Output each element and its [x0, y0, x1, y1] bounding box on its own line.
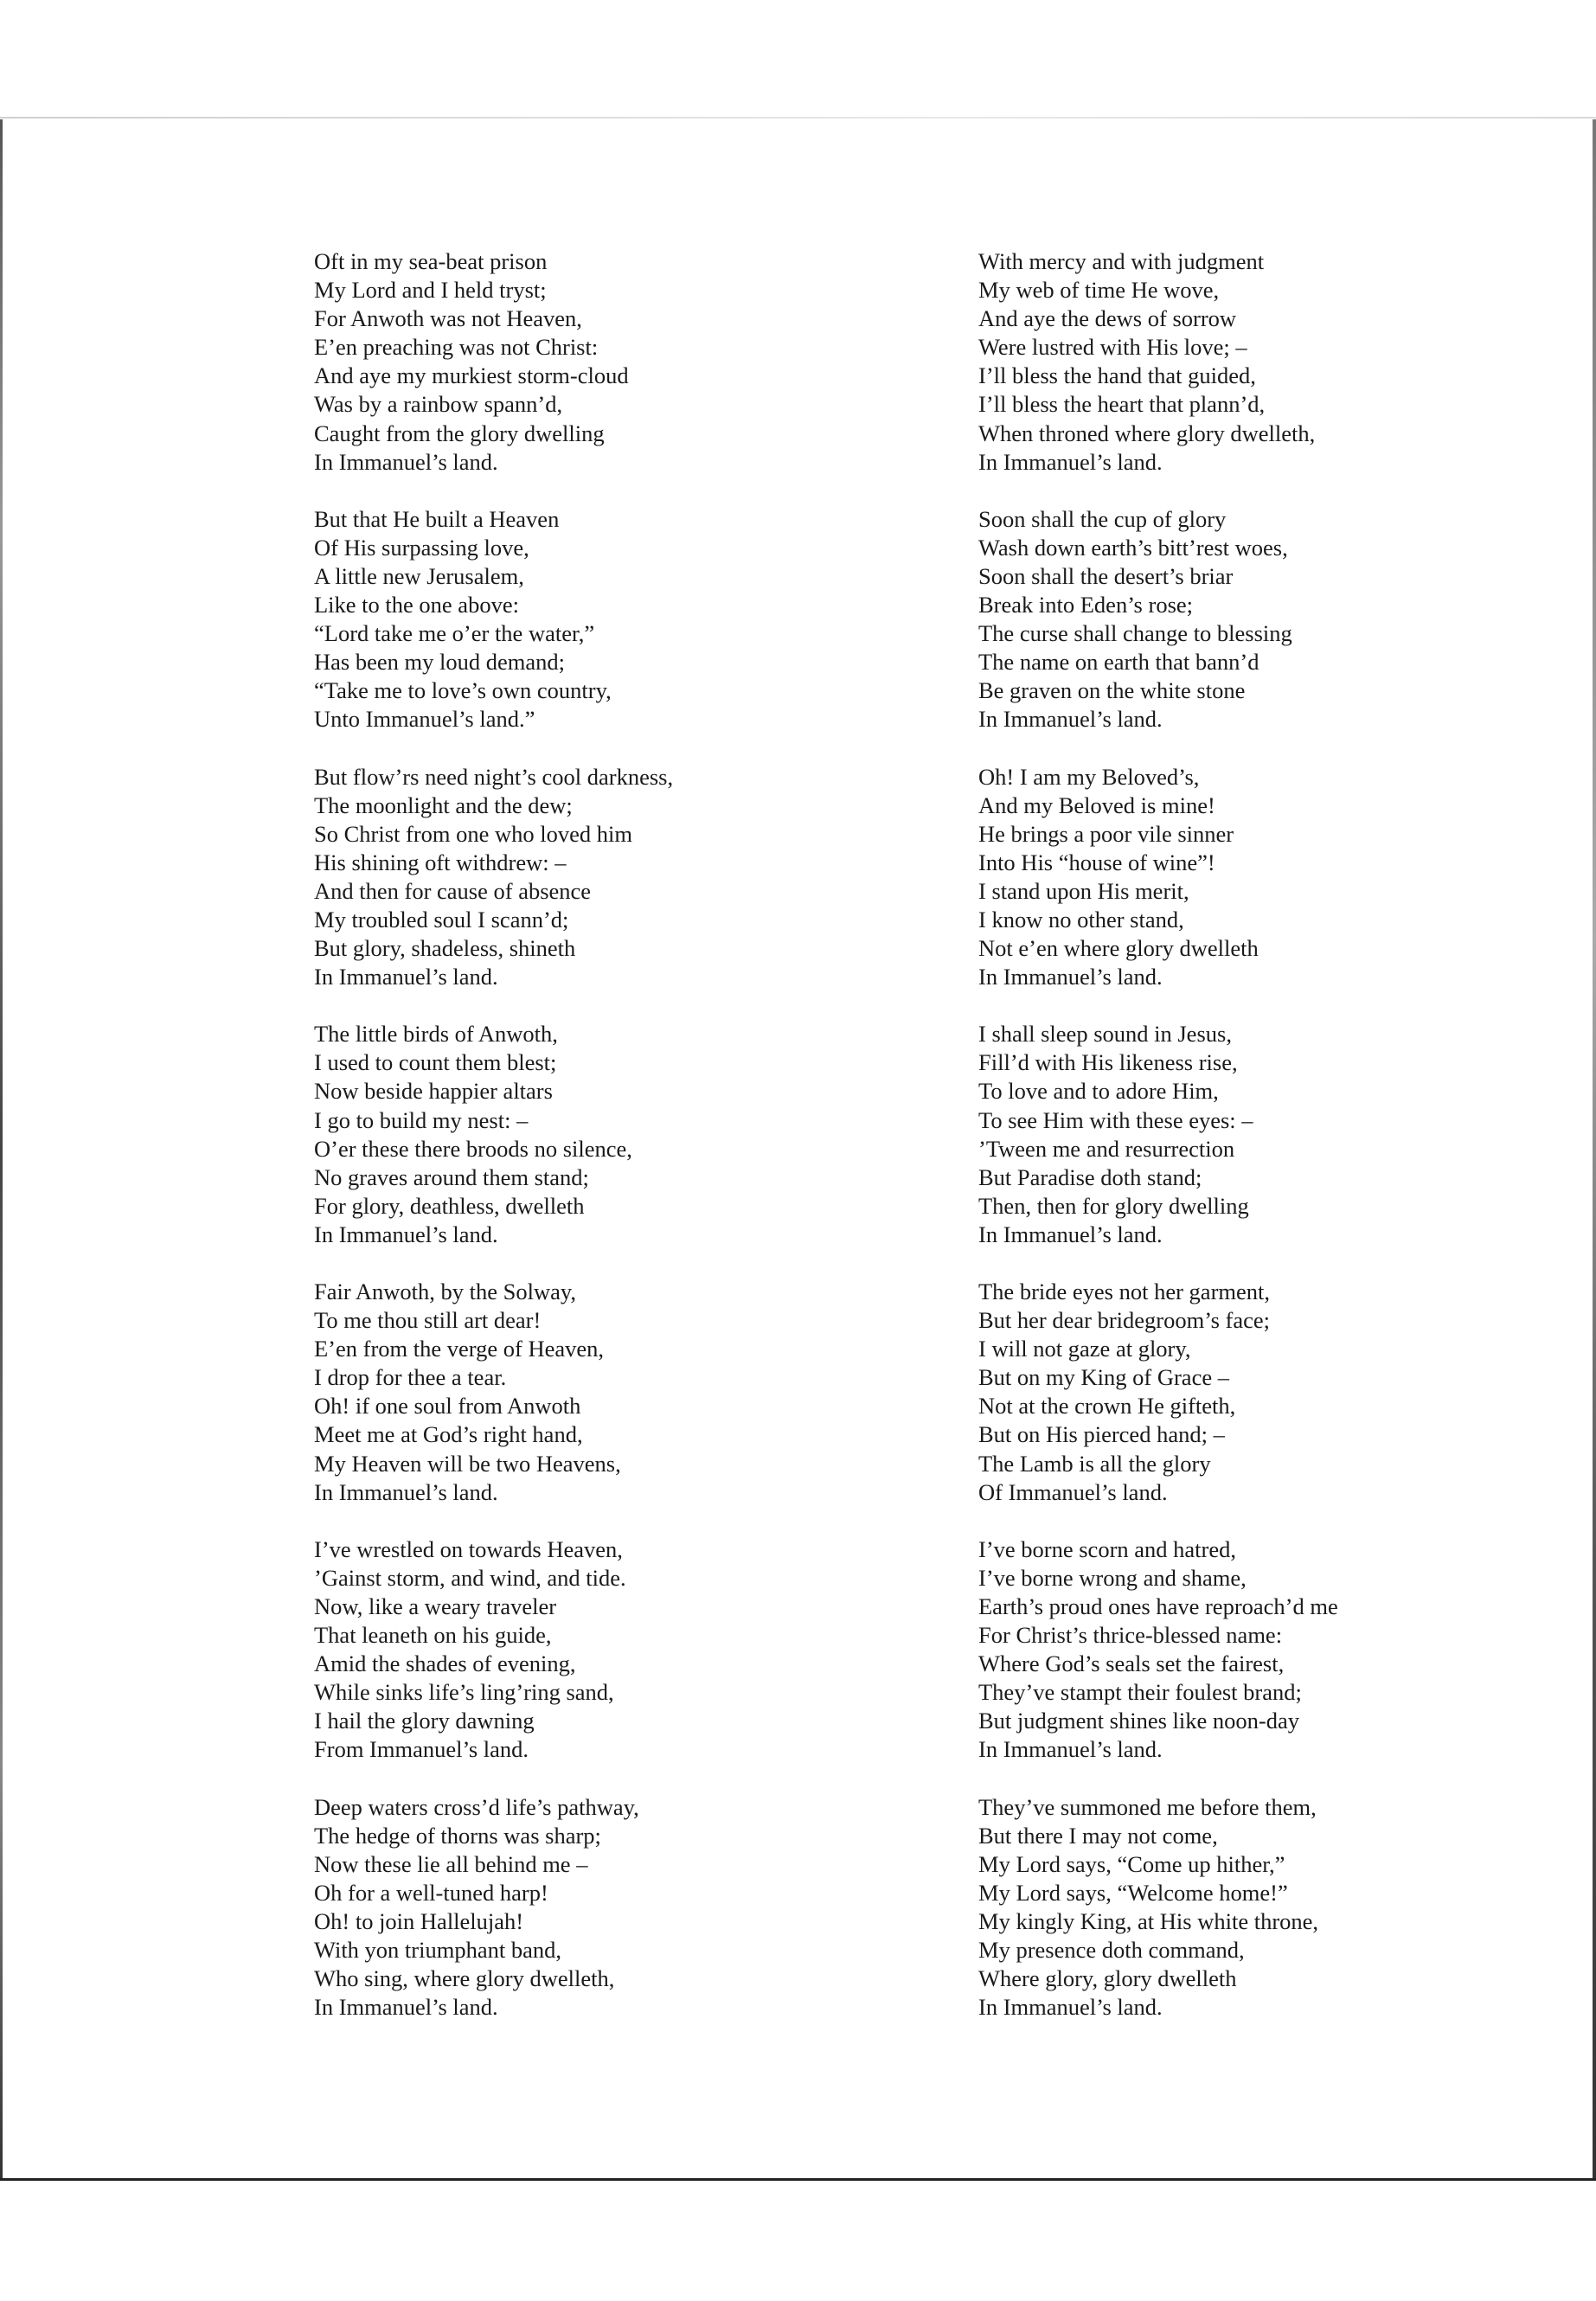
poem-line: I used to count them blest; [314, 1049, 557, 1076]
poem-line: He brings a poor vile sinner [978, 820, 1234, 847]
poem-line: The curse shall change to blessing [978, 620, 1292, 647]
poem-line: I’ll bless the heart that plann’d, [978, 391, 1266, 418]
poem-line: But flow’rs need night’s cool darkness, [314, 763, 674, 790]
poem-line: But there I may not come, [978, 1822, 1218, 1849]
poem-line: In Immanuel’s land. [314, 1221, 498, 1247]
poem-line: To me thou still art dear! [314, 1307, 542, 1334]
poem-line: My web of time He wove, [978, 277, 1220, 304]
poem-line: My Lord and I held tryst; [314, 277, 547, 304]
poem-line: They’ve summoned me before them, [978, 1793, 1317, 1820]
poem-line: When throned where glory dwelleth, [978, 420, 1316, 446]
poem-line: E’en from the verge of Heaven, [314, 1336, 605, 1362]
stanza [978, 1278, 1463, 1507]
poem-line: Not e’en where glory dwelleth [978, 935, 1259, 962]
poem-column-left [314, 247, 798, 2050]
page-edge-top [0, 117, 1596, 119]
poem-line: But glory, shadeless, shineth [314, 935, 576, 962]
poem-line: I’ll bless the hand that guided, [978, 362, 1256, 389]
stanza [314, 1020, 798, 1249]
stanza [314, 763, 798, 992]
poem-line: I stand upon His merit, [978, 877, 1189, 904]
poem-line: Unto Immanuel’s land.” [314, 706, 535, 733]
poem-line: With mercy and with judgment [978, 248, 1265, 274]
poem-line: But on my King of Grace – [978, 1364, 1229, 1391]
poem-line: His shining oft withdrew: – [314, 849, 567, 875]
stanza [978, 1020, 1463, 1249]
poem-line: Deep waters cross’d life’s pathway, [314, 1793, 639, 1820]
poem-line: My Heaven will be two Heavens, [314, 1450, 621, 1477]
poem-line: Like to the one above: [314, 592, 519, 619]
page-edge-right [1593, 119, 1596, 2178]
poem-line: My troubled soul I scann’d; [314, 906, 569, 933]
poem-line: To love and to adore Him, [978, 1078, 1219, 1105]
poem-line: The Lamb is all the glory [978, 1450, 1211, 1477]
poem-line: Were lustred with His love; – [978, 334, 1247, 361]
stanza [314, 1793, 798, 2022]
poem-line: Wash down earth’s bitt’rest woes, [978, 534, 1288, 561]
poem-line: “Lord take me o’er the water,” [314, 620, 595, 647]
poem-line: But her dear bridegroom’s face; [978, 1307, 1271, 1334]
poem-line: While sinks life’s ling’ring sand, [314, 1679, 614, 1706]
poem-line: Who sing, where glory dwelleth, [314, 1965, 615, 1992]
poem-line: I hail the glory dawning [314, 1708, 535, 1734]
stanza [314, 247, 798, 477]
poem-line: My kingly King, at His white throne, [978, 1907, 1319, 1934]
poem-line: Fair Anwoth, by the Solway, [314, 1279, 577, 1304]
poem-line: For glory, deathless, dwelleth [314, 1192, 585, 1219]
stanza [978, 1793, 1463, 2022]
poem-line: Break into Eden’s rose; [978, 592, 1194, 619]
poem-line: In Immanuel’s land. [978, 964, 1163, 990]
stanza [314, 1535, 798, 1765]
poem-line: A little new Jerusalem, [314, 562, 524, 589]
poem-line: In Immanuel’s land. [978, 1221, 1163, 1247]
poem-line: I go to build my nest: – [314, 1106, 529, 1133]
poem-column-right [978, 247, 1463, 2050]
page-edge-left [0, 119, 3, 2178]
poem-line: But on His pierced hand; – [978, 1421, 1225, 1448]
poem-line: For Christ’s thrice-blessed name: [978, 1622, 1283, 1649]
poem-line: That leaneth on his guide, [314, 1622, 552, 1649]
poem-line: In Immanuel’s land. [314, 1478, 498, 1505]
poem-line: ’Tween me and resurrection [978, 1135, 1235, 1162]
poem-line: “Take me to love’s own country, [314, 677, 612, 704]
poem-line: Oh for a well-tuned harp! [314, 1879, 548, 1906]
poem-line: Oh! if one soul from Anwoth [314, 1393, 581, 1420]
poem-line: I shall sleep sound in Jesus, [978, 1021, 1232, 1048]
poem-line: Oh! I am my Beloved’s, [978, 763, 1200, 790]
poem-line: To see Him with these eyes: – [978, 1106, 1253, 1133]
poem-line: And my Beloved is mine! [978, 792, 1215, 818]
poem-line: In Immanuel’s land. [978, 706, 1163, 733]
poem-line: I will not gaze at glory, [978, 1336, 1191, 1362]
poem-line: Now these lie all behind me – [314, 1850, 588, 1877]
poem-line: And then for cause of absence [314, 877, 592, 904]
poem-line: Has been my loud demand; [314, 649, 565, 676]
poem-line: But judgment shines like noon-day [978, 1708, 1299, 1734]
poem-line: The little birds of Anwoth, [314, 1021, 558, 1048]
poem-line: In Immanuel’s land. [314, 964, 498, 990]
poem-line: O’er these there broods no silence, [314, 1135, 632, 1162]
poem-line: Soon shall the desert’s briar [978, 562, 1234, 589]
poem-line: I drop for thee a tear. [314, 1364, 507, 1391]
stanza [314, 505, 798, 734]
stanza [978, 247, 1463, 477]
poem-line: My Lord says, “Welcome home!” [978, 1879, 1288, 1906]
poem-line: Be graven on the white stone [978, 677, 1246, 704]
poem-line: Earth’s proud ones have reproach’d me [978, 1593, 1338, 1619]
poem-line: Of Immanuel’s land. [978, 1478, 1168, 1505]
poem-line: Soon shall the cup of glory [978, 505, 1227, 532]
poem-line: Oft in my sea-beat prison [314, 248, 548, 274]
poem-line: I’ve borne scorn and hatred, [978, 1535, 1236, 1562]
poem-line: Fill’d with His likeness rise, [978, 1049, 1238, 1076]
poem-line: Where God’s seals set the fairest, [978, 1650, 1285, 1677]
poem-line: And aye the dews of sorrow [978, 305, 1237, 332]
poem-line: Was by a rainbow spann’d, [314, 391, 563, 418]
poem-line: In Immanuel’s land. [978, 1994, 1163, 2021]
poem-line: Caught from the glory dwelling [314, 420, 605, 446]
poem-line: I’ve wrestled on towards Heaven, [314, 1535, 623, 1562]
poem-line: Now, like a weary traveler [314, 1593, 557, 1619]
poem-line: And aye my murkiest storm-cloud [314, 362, 629, 389]
poem-line: From Immanuel’s land. [314, 1736, 529, 1763]
poem-line: Where glory, glory dwelleth [978, 1965, 1237, 1992]
poem-line: So Christ from one who loved him [314, 820, 633, 847]
poem-line: Meet me at God’s right hand, [314, 1421, 583, 1448]
stanza [978, 505, 1463, 734]
poem-line: The bride eyes not her garment, [978, 1279, 1271, 1304]
poem-line: For Anwoth was not Heaven, [314, 305, 582, 332]
poem-line: In Immanuel’s land. [978, 1736, 1163, 1763]
poem-line: ’Gainst storm, and wind, and tide. [314, 1564, 626, 1591]
poem-line: E’en preaching was not Christ: [314, 334, 599, 361]
poem-line: Amid the shades of evening, [314, 1650, 576, 1677]
poem-line: No graves around them stand; [314, 1163, 589, 1190]
poem-line: I know no other stand, [978, 906, 1184, 933]
poem-line: Oh! to join Hallelujah! [314, 1907, 524, 1934]
poem-line: My presence doth command, [978, 1936, 1245, 1963]
poem-line: Then, then for glory dwelling [978, 1192, 1249, 1219]
poem-line: My Lord says, “Come up hither,” [978, 1850, 1285, 1877]
poem-line: Not at the crown He gifteth, [978, 1393, 1236, 1420]
poem-line: In Immanuel’s land. [978, 448, 1163, 475]
poem-line: But Paradise doth stand; [978, 1163, 1202, 1190]
poem-line: The name on earth that bann’d [978, 649, 1259, 676]
stanza [314, 1278, 798, 1507]
poem-line: I’ve borne wrong and shame, [978, 1564, 1247, 1591]
stanza [978, 763, 1463, 992]
poem-line: With yon triumphant band, [314, 1936, 561, 1963]
poem-line: Of His surpassing love, [314, 534, 529, 561]
poem-line: They’ve stampt their foulest brand; [978, 1679, 1302, 1706]
poem-line: The hedge of thorns was sharp; [314, 1822, 601, 1849]
poem-line: Into His “house of wine”! [978, 849, 1215, 875]
poem-line: In Immanuel’s land. [314, 1994, 498, 2021]
poem-line: In Immanuel’s land. [314, 448, 498, 475]
page-edge-bottom [0, 2178, 1596, 2181]
poem-line: Now beside happier altars [314, 1078, 553, 1105]
stanza [978, 1535, 1463, 1765]
poem-line: But that He built a Heaven [314, 505, 560, 532]
poem-line: The moonlight and the dew; [314, 792, 573, 818]
